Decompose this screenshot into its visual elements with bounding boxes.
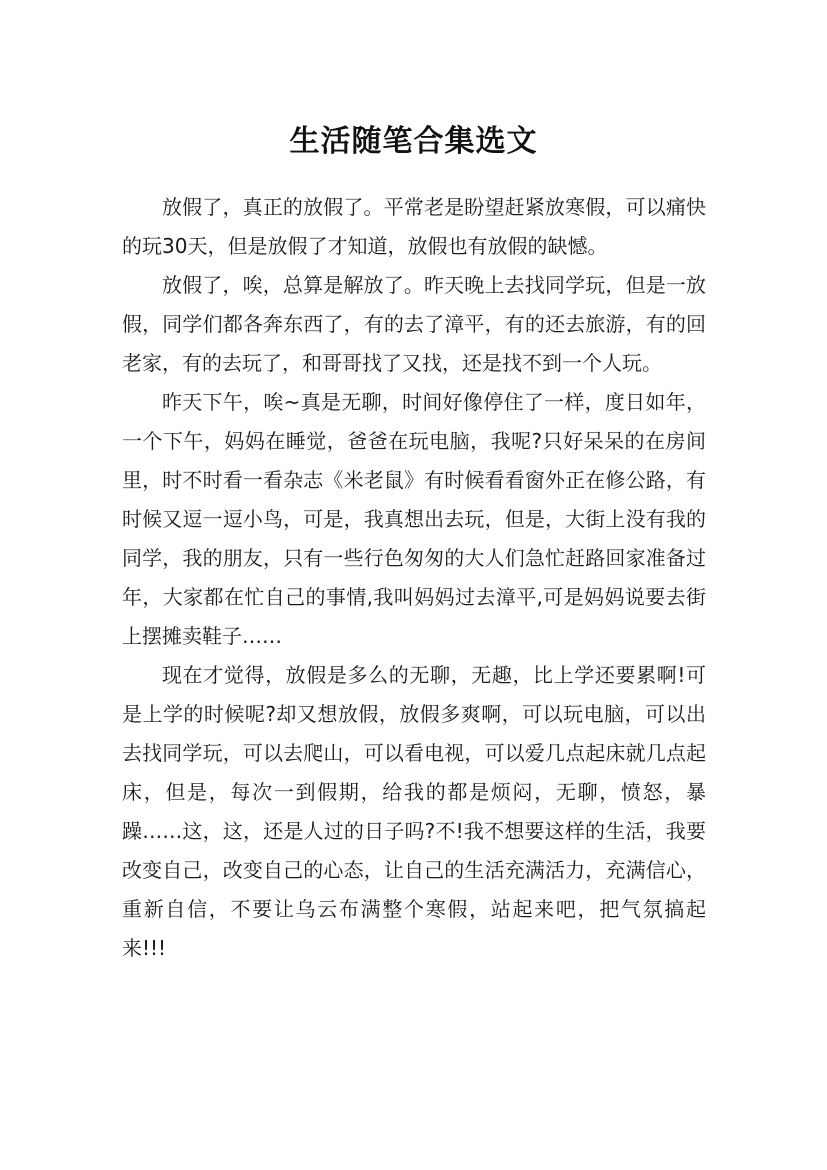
document-title: 生活随笔合集选文 xyxy=(289,124,538,160)
document-body xyxy=(122,188,706,968)
paragraph-3: 昨天下午，唉~真是无聊，时间好像停住了一样，度日如年，一个下午，妈妈在睡觉，爸爸在玩电脑，我呢?只好呆呆的在房间里，时不时看一看杂志《米老鼠》有时候看看窗外正在修公路，有时候又逗一逗小鸟，可是，我真想出去玩，但是，大街上没有我的同学，我的朋友，只有一些行色匆匆的大人们急忙赶路回家准备过年，大家都在忙自己的事情,我叫妈妈过去漳平,可是妈妈说要去街上摆摊卖鞋子…… xyxy=(122,390,706,648)
paragraph-4: 现在才觉得，放假是多么的无聊，无趣，比上学还要累啊!可是上学的时候呢?却又想放假，放假多爽啊，可以玩电脑，可以出去找同学玩，可以去爬山，可以看电视，可以爱几点起床就几点起床，但是，每次一到假期，给我的都是烦闷，无聊，愤怒，暴躁……这，这，还是人过的日子吗?不!我不想要这样的生活，我要改变自己，改变自己的心态，让自己的生活充满活力，充满信心，重新自信，不要让乌云布满整个寒假，站起来吧，把气氛搞起来!!! xyxy=(122,663,706,960)
paragraph-1: 放假了，真正的放假了。平常老是盼望赶紧放寒假，可以痛快的玩30天，但是放假了才知道，放假也有放假的缺憾。 xyxy=(122,195,706,258)
paragraph-2: 放假了，唉，总算是解放了。昨天晚上去找同学玩，但是一放假，同学们都各奔东西了，有的去了漳平，有的还去旅游，有的回老家，有的去玩了，和哥哥找了又找，还是找不到一个人玩。 xyxy=(122,273,706,375)
